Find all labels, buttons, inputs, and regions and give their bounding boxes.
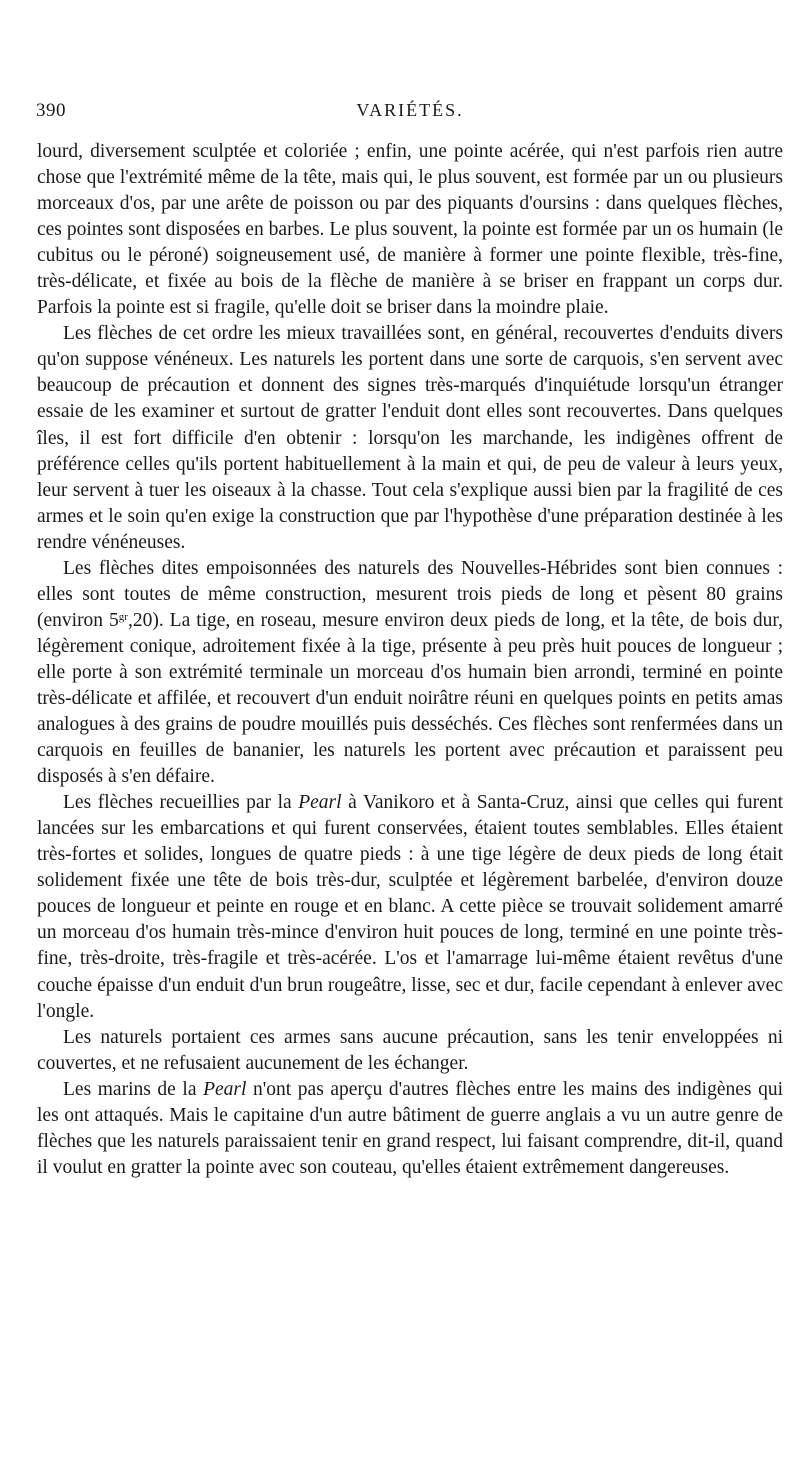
paragraph-1	[37, 139, 783, 321]
paragraph-text: Les marins de la	[63, 1078, 204, 1100]
paragraph-2	[37, 321, 783, 555]
ship-name: Pearl	[203, 1078, 247, 1100]
paragraph-6	[37, 1077, 783, 1181]
paragraph-3	[37, 556, 783, 790]
paragraph-text: Les flèches dites empoisonnées des naturels des Nouvelles-Hébrides sont bien connues : elles sont toutes de même construction, mesurent trois pieds de long et pèsent 80 grains (environ 5	[37, 557, 783, 631]
paragraph-text: Les naturels portaient ces armes sans aucune précaution, sans les tenir enveloppées ni couvertes, et ne refusaient aucunement de les échanger.	[37, 1026, 783, 1074]
unit-superscript: gr	[118, 610, 128, 623]
paragraph-text: ,20). La tige, en roseau, mesure environ deux pieds de long, et la tête, de bois dur, légèrement conique, adroitement fixée à la tige, présente à peu près huit pouces de longueur ; elle porte à son extrémité terminale un morceau d'os humain bien arrondi, terminé en pointe très-délicate et affilée, et recouvert d'un enduit noirâtre réuni en quelques points en petits amas analogues à des grains de poudre mouillés puis desséchés. Ces flèches sont renfermées dans un carquois en feuilles de bananier, les naturels les portent avec précaution et paraissent peu disposés à s'en défaire.	[37, 609, 784, 788]
paragraph-text: Les flèches de cet ordre les mieux travaillées sont, en général, recouvertes d'enduits divers qu'on suppose vénéneux. Les naturels les portent dans une sorte de carquois, s'en servent avec beaucoup de précaution et donnent des signes très-marqués d'inquiétude lorsqu'un étranger essaie de les examiner et surtout de gratter l'enduit dont elles sont recouvertes. Dans quelques îles, il est fort difficile d'en obtenir : lorsqu'on les marchande, les indigènes offrent de préférence celles qu'ils portent habituellement à la main et qui, de peu de valeur à leurs yeux, leur servent à tuer les oiseaux à la chasse. Tout cela s'explique aussi bien par la fragilité de ces armes et le soin qu'en exige la construction que par l'hypothèse d'une préparation destinée à les rendre vénéneuses.	[37, 323, 783, 553]
page-header	[36, 100, 784, 126]
ship-name: Pearl	[298, 792, 342, 814]
body-text	[37, 139, 783, 1181]
paragraph-text: lourd, diversement sculptée et coloriée ; enfin, une pointe acérée, qui n'est parfois rien autre chose que l'extrémité même de la tête, mais qui, le plus souvent, est formée par un ou plusieurs morceaux d'os, par une arête de poisson ou par des piquants d'oursins : dans quelques flèches, ces pointes sont disposées en barbes. Le plus souvent, la pointe est formée par un os humain (le cubitus ou le péroné) soigneusement usé, de manière à former une pointe flexible, très-fine, très-délicate, et fixée au bois de la flèche de manière à se briser en frappant un corps dur. Parfois la pointe est si fragile, qu'elle doit se briser dans la moindre plaie.	[37, 141, 783, 319]
paragraph-text: à Vanikoro et à Santa-Cruz, ainsi que celles qui furent lancées sur les embarcations et qui furent conservées, étaient toutes semblables. Elles étaient très-fortes et solides, longues de quatre pieds : à une tige légère de deux pieds de long était solidement fixée une tête de bois très-dur, sculptée et légèrement barbelée, d'environ douze pouces de longueur et peinte en rouge et en blanc. A cette pièce se trouvait solidement amarré un morceau d'os humain très-mince d'environ huit pouces de long, terminé en une pointe très-fine, très-droite, très-fragile et très-acérée. L'os et l'amarrage lui-même étaient revêtus d'une couche épaisse d'un enduit d'un brun rougeâtre, lisse, sec et dur, facile cependant à enlever avec l'ongle.	[37, 792, 784, 1022]
paragraph-5	[37, 1025, 783, 1077]
running-title: VARIÉTÉS.	[356, 100, 464, 120]
page-number: 390	[36, 100, 66, 121]
paragraph-4	[37, 790, 783, 1024]
paragraph-text: n'ont pas aperçu d'autres flèches entre les mains des indigènes qui les ont attaqués. Mais le capitaine d'un autre bâtiment de guerre anglais a vu un autre genre de flèches que les naturels paraissaient tenir en grand respect, lui faisant comprendre, dit-il, quand il voulut en gratter la pointe avec son couteau, qu'elles étaient extrêmement dangereuses.	[37, 1078, 783, 1178]
paragraph-text: Les flèches recueillies par la	[63, 792, 299, 814]
